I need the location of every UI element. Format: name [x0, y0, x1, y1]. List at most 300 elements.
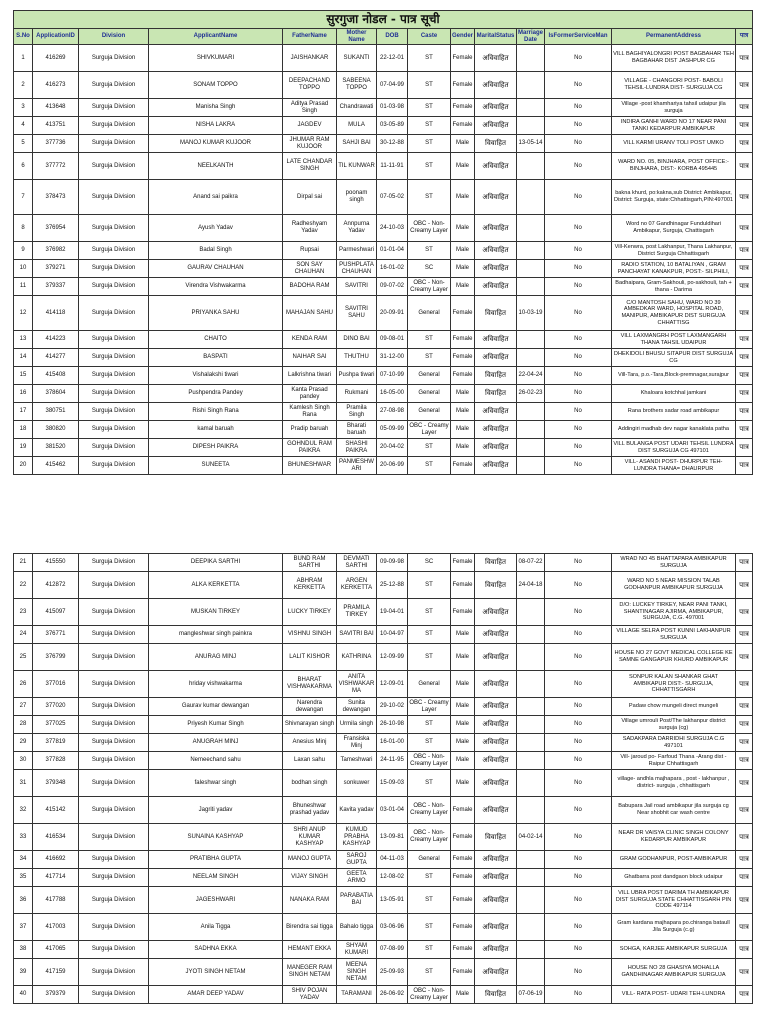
col-eligible-cell: पात्र	[736, 180, 753, 215]
col-former-serviceman-cell: No	[545, 554, 612, 572]
applicant-table-2	[13, 553, 753, 1004]
col-eligible-cell: पात्र	[736, 851, 753, 869]
col-dob-cell: 05-09-99	[377, 421, 408, 439]
col-former-serviceman-cell: No	[545, 716, 612, 734]
col-eligible-cell: पात्र	[736, 117, 753, 135]
col-marriage-date-cell	[517, 457, 545, 475]
col-eligible-cell: पात्र	[736, 698, 753, 716]
col-marital-status-cell: अविवाहित	[475, 99, 517, 117]
table-row	[14, 626, 753, 644]
col-sno-cell: 30	[14, 752, 33, 770]
col-caste-cell: OBC - Non-Creamy Layer	[408, 986, 451, 1004]
col-marital-status-cell: विवाहित	[475, 554, 517, 572]
col-caste-cell: ST	[408, 331, 451, 349]
col-gender-cell: Male	[451, 716, 475, 734]
col-marriage-date-cell	[517, 242, 545, 260]
col-applicant-name-cell: ANUGRAH MINJ	[149, 734, 283, 752]
col-permanent-address-cell: bakna khurd, po:kakna,sub District: Ambikapur, District: Surguja, state:Chhattisgarh,PIN:497001	[612, 180, 736, 215]
col-marital-status-cell: अविवाहित	[475, 698, 517, 716]
col-caste-cell: ST	[408, 959, 451, 986]
col-former-serviceman-cell: No	[545, 869, 612, 887]
col-mother-name-cell: PARABATIA BAI	[337, 887, 377, 914]
col-eligible-cell: पात्र	[736, 824, 753, 851]
col-gender-cell: Male	[451, 439, 475, 457]
col-eligible-cell: पात्र	[736, 278, 753, 296]
col-eligible-cell: पात्र	[736, 986, 753, 1004]
col-sno-cell: 12	[14, 296, 33, 331]
col-division-cell: Surguja Division	[79, 439, 149, 457]
col-eligible-cell: पात्र	[736, 887, 753, 914]
col-former-serviceman-cell: No	[545, 986, 612, 1004]
col-caste-cell: ST	[408, 153, 451, 180]
col-former-serviceman-cell: No	[545, 914, 612, 941]
col-mother-name-cell: THUTHU	[337, 349, 377, 367]
col-application-id-cell: 415408	[33, 367, 79, 385]
col-marriage-date-cell	[517, 403, 545, 421]
col-sno-cell: 23	[14, 599, 33, 626]
col-gender-cell: Male	[451, 734, 475, 752]
col-marriage-date-cell	[517, 887, 545, 914]
col-division-cell: Surguja Division	[79, 117, 149, 135]
col-application-id-cell: 414277	[33, 349, 79, 367]
col-father-name-cell: Bhuneshwar prashad yadav	[283, 797, 337, 824]
table-row	[14, 698, 753, 716]
col-permanent-address-cell: Badhaipara, Gram-Sakhouli, po-sakhouli, tah + thana - Darima	[612, 278, 736, 296]
col-marital-status-cell: अविवाहित	[475, 278, 517, 296]
col-mother-name-cell: Bharati baruah	[337, 421, 377, 439]
table-row	[14, 457, 753, 475]
col-applicant-name-cell: faleshwar singh	[149, 770, 283, 797]
col-sno-cell: 10	[14, 260, 33, 278]
col-father-name-cell: HEMANT EKKA	[283, 941, 337, 959]
col-marriage-date-cell	[517, 752, 545, 770]
col-former-serviceman-cell: No	[545, 752, 612, 770]
col-former-serviceman-cell: No	[545, 153, 612, 180]
col-caste-cell: ST	[408, 72, 451, 99]
table-row	[14, 770, 753, 797]
col-applicant-name-cell: MUSKAN TIRKEY	[149, 599, 283, 626]
col-eligible-cell: पात्र	[736, 367, 753, 385]
col-sno-cell: 31	[14, 770, 33, 797]
col-former-serviceman-cell: No	[545, 959, 612, 986]
col-marital-status-cell: अविवाहित	[475, 671, 517, 698]
col-permanent-address-cell: Rana brothers sadar road ambikapur	[612, 403, 736, 421]
col-division-cell: Surguja Division	[79, 421, 149, 439]
col-caste-cell: General	[408, 296, 451, 331]
col-marriage-date-cell	[517, 153, 545, 180]
col-sno-cell: 20	[14, 457, 33, 475]
col-sno-cell: 9	[14, 242, 33, 260]
col-applicant-name-cell: Manisha Singh	[149, 99, 283, 117]
col-dob-cell: 07-10-99	[377, 367, 408, 385]
table-row	[14, 260, 753, 278]
col-caste-cell: ST	[408, 626, 451, 644]
col-mother-name-cell: SABEENA TOPPO	[337, 72, 377, 99]
table-row	[14, 180, 753, 215]
col-applicant-name-cell: Priyesh Kumar Singh	[149, 716, 283, 734]
col-caste-cell: ST	[408, 914, 451, 941]
col-former-serviceman-cell: No	[545, 734, 612, 752]
table-row	[14, 45, 753, 72]
col-marital-status-cell: विवाहित	[475, 296, 517, 331]
col-division-cell: Surguja Division	[79, 403, 149, 421]
table-row	[14, 135, 753, 153]
col-marriage-date-cell	[517, 117, 545, 135]
col-application-id-cell: 417159	[33, 959, 79, 986]
col-dob-cell: 20-09-91	[377, 296, 408, 331]
col-application-id-cell: 413648	[33, 99, 79, 117]
col-former-serviceman-header: IsFormerServiceMan	[545, 29, 612, 45]
col-sno-cell: 22	[14, 572, 33, 599]
col-father-name-cell: Laxan sahu	[283, 752, 337, 770]
col-division-cell: Surguja Division	[79, 941, 149, 959]
col-sno-cell: 38	[14, 941, 33, 959]
col-gender-cell: Male	[451, 242, 475, 260]
col-sno-cell: 32	[14, 797, 33, 824]
col-gender-cell: Female	[451, 367, 475, 385]
col-dob-cell: 20-06-99	[377, 457, 408, 475]
table-row	[14, 797, 753, 824]
col-marriage-date-cell: 08-07-22	[517, 554, 545, 572]
col-sno-cell: 37	[14, 914, 33, 941]
col-caste-header: Caste	[408, 29, 451, 45]
col-sno-cell: 13	[14, 331, 33, 349]
col-eligible-cell: पात्र	[736, 215, 753, 242]
col-division-cell: Surguja Division	[79, 599, 149, 626]
col-permanent-address-cell: VILL UBRA POST DARIMA TH AMBIKAPUR DIST SURGUJA STATE CHHATTISGARH PIN CODE 497114	[612, 887, 736, 914]
col-permanent-address-cell: Vill- jaroud po- Farfoud Thana -Arang dist - Raipur Chhattisgarh	[612, 752, 736, 770]
col-application-id-cell: 415462	[33, 457, 79, 475]
col-father-name-cell: Kamlesh Singh Rana	[283, 403, 337, 421]
col-marital-status-cell: अविवाहित	[475, 439, 517, 457]
col-marriage-date-cell	[517, 260, 545, 278]
col-application-id-cell: 377772	[33, 153, 79, 180]
col-former-serviceman-cell: No	[545, 887, 612, 914]
col-marital-status-cell: अविवाहित	[475, 457, 517, 475]
col-dob-cell: 03-06-96	[377, 914, 408, 941]
col-marital-status-cell: विवाहित	[475, 572, 517, 599]
table-row	[14, 439, 753, 457]
col-division-cell: Surguja Division	[79, 554, 149, 572]
col-eligible-cell: पात्र	[736, 439, 753, 457]
col-father-name-cell: Anesius Minj	[283, 734, 337, 752]
col-application-id-cell: 417788	[33, 887, 79, 914]
col-gender-cell: Female	[451, 331, 475, 349]
col-mother-name-cell: SUKANTI	[337, 45, 377, 72]
col-division-cell: Surguja Division	[79, 959, 149, 986]
col-permanent-address-cell: SONPUR KALAN SHANKAR GHAT AMBIKAPUR DIST:- SURGUJA, CHHATTISGARH	[612, 671, 736, 698]
col-applicant-name-cell: Pushpendra Pandey	[149, 385, 283, 403]
col-dob-cell: 04-11-03	[377, 851, 408, 869]
col-eligible-cell: पात्र	[736, 421, 753, 439]
col-permanent-address-cell: GRAM GODHANPUR, POST-AMBIKAPUR	[612, 851, 736, 869]
col-marriage-date-cell	[517, 421, 545, 439]
col-applicant-name-cell: MANOJ KUMAR KUJOOR	[149, 135, 283, 153]
col-mother-name-cell: SAROJ GUPTA	[337, 851, 377, 869]
col-sno-cell: 4	[14, 117, 33, 135]
col-dob-cell: 26-06-92	[377, 986, 408, 1004]
col-permanent-address-cell: VILL KARMI URANV TOLI POST UMKO	[612, 135, 736, 153]
col-mother-name-cell: SAHJI BAI	[337, 135, 377, 153]
col-permanent-address-cell: D/O: LUCKEY TIRKEY, NEAR PANI TANKI, SHANTINAGAR AJIRMA, AMBIKAPUR, SURGUJA, C.G. 497001	[612, 599, 736, 626]
col-gender-cell: Female	[451, 99, 475, 117]
col-former-serviceman-cell: No	[545, 941, 612, 959]
col-gender-cell: Female	[451, 824, 475, 851]
col-marriage-date-cell	[517, 851, 545, 869]
col-dob-cell: 01-03-98	[377, 99, 408, 117]
col-father-name-cell: Radheshyam Yadav	[283, 215, 337, 242]
col-father-name-cell: MAHAJAN SAHU	[283, 296, 337, 331]
col-eligible-cell: पात्र	[736, 959, 753, 986]
col-marriage-date-cell	[517, 626, 545, 644]
col-division-cell: Surguja Division	[79, 135, 149, 153]
col-application-id-cell: 376982	[33, 242, 79, 260]
col-dob-cell: 12-08-02	[377, 869, 408, 887]
col-gender-cell: Male	[451, 278, 475, 296]
col-mother-name-cell: ANITA VISHWAKARMA	[337, 671, 377, 698]
table-row	[14, 403, 753, 421]
col-application-id-cell: 415097	[33, 599, 79, 626]
col-permanent-address-cell: VILL BAGHIYALONGRI POST BAGBAHAR TEH BAGBAHAR DIST JASHPUR CG	[612, 45, 736, 72]
col-marriage-date-cell: 26-02-23	[517, 385, 545, 403]
col-mother-name-cell: SAVITRI	[337, 278, 377, 296]
col-caste-cell: General	[408, 403, 451, 421]
col-dob-cell: 07-04-99	[377, 72, 408, 99]
col-marital-status-cell: अविवाहित	[475, 180, 517, 215]
table-row	[14, 296, 753, 331]
col-sno-cell: 16	[14, 385, 33, 403]
col-caste-cell: OBC - Non-Creamy Layer	[408, 752, 451, 770]
col-sno-cell: 26	[14, 671, 33, 698]
col-sno-cell: 11	[14, 278, 33, 296]
col-former-serviceman-cell: No	[545, 626, 612, 644]
col-division-cell: Surguja Division	[79, 797, 149, 824]
col-application-id-cell: 416692	[33, 851, 79, 869]
col-dob-cell: 07-08-99	[377, 941, 408, 959]
col-sno-cell: 14	[14, 349, 33, 367]
col-marital-status-cell: अविवाहित	[475, 349, 517, 367]
col-sno-cell: 21	[14, 554, 33, 572]
col-division-cell: Surguja Division	[79, 869, 149, 887]
col-permanent-address-cell: Babupara Jail road ambikapur jila surguja cg Near shobhit car wash centre	[612, 797, 736, 824]
col-caste-cell: ST	[408, 242, 451, 260]
col-former-serviceman-cell: No	[545, 296, 612, 331]
col-marital-status-cell: अविवाहित	[475, 403, 517, 421]
col-applicant-name-cell: SUNAINA KASHYAP	[149, 824, 283, 851]
col-permanent-address-cell: SADAKPARA DARRIDHI SURGUJA C.G 497101	[612, 734, 736, 752]
col-former-serviceman-cell: No	[545, 851, 612, 869]
col-marriage-date-cell	[517, 180, 545, 215]
col-marriage-date-cell: 13-05-14	[517, 135, 545, 153]
col-applicant-name-cell: Jagriti yadav	[149, 797, 283, 824]
col-applicant-name-cell: hriday vishwakarma	[149, 671, 283, 698]
col-dob-cell: 12-09-99	[377, 644, 408, 671]
col-applicant-name-cell: JYOTI SINGH NETAM	[149, 959, 283, 986]
col-permanent-address-cell: DHEKIDOLI BHUSU SITAPUR DIST SURGUJA CG	[612, 349, 736, 367]
col-sno-cell: 1	[14, 45, 33, 72]
col-father-name-cell: MANEGER RAM SINGH NETAM	[283, 959, 337, 986]
col-caste-cell: ST	[408, 117, 451, 135]
col-marriage-date-cell: 24-04-18	[517, 572, 545, 599]
col-applicant-name-cell: Anila Tigga	[149, 914, 283, 941]
col-marriage-date-cell	[517, 72, 545, 99]
col-application-id-cell: 412872	[33, 572, 79, 599]
col-application-id-cell: 416269	[33, 45, 79, 72]
col-division-cell: Surguja Division	[79, 752, 149, 770]
col-permanent-address-cell: Village umrouli Post/The lakhanpur district surguja (cg)	[612, 716, 736, 734]
col-mother-name-cell: Kavita yadav	[337, 797, 377, 824]
col-applicant-name-cell: PRIYANKA SAHU	[149, 296, 283, 331]
col-eligible-cell: पात्र	[736, 72, 753, 99]
col-mother-name-cell: KATHRINA	[337, 644, 377, 671]
col-marital-status-cell: अविवाहित	[475, 752, 517, 770]
col-applicant-name-cell: CHAITO	[149, 331, 283, 349]
sheet-title: सुरगुजा नोडल - पात्र सूची	[14, 11, 753, 29]
col-dob-cell: 01-01-04	[377, 242, 408, 260]
col-permanent-address-cell: VILL BULANGA POST UDARI TEHSIL LUNDRA DIST SURGUJA CG 497101	[612, 439, 736, 457]
col-eligible-cell: पात्र	[736, 716, 753, 734]
col-marriage-date-cell	[517, 716, 545, 734]
applicant-table-1	[13, 10, 753, 475]
col-dob-cell: 25-12-88	[377, 572, 408, 599]
col-father-name-cell: NANAKA RAM	[283, 887, 337, 914]
col-application-id-cell: 416273	[33, 72, 79, 99]
col-father-name-cell: GOHNDUL RAM PAIKRA	[283, 439, 337, 457]
col-marital-status-cell: अविवाहित	[475, 153, 517, 180]
col-marriage-date-cell	[517, 671, 545, 698]
col-dob-cell: 24-10-03	[377, 215, 408, 242]
col-father-name-cell: Rupsai	[283, 242, 337, 260]
col-permanent-address-cell: village- andhla majhapara , post - lakhanpur , district- surguja , chhattisgarh	[612, 770, 736, 797]
col-former-serviceman-cell: No	[545, 599, 612, 626]
col-applicant-name-cell: Nemeechand sahu	[149, 752, 283, 770]
table-row	[14, 367, 753, 385]
col-marital-status-cell: अविवाहित	[475, 331, 517, 349]
col-permanent-address-cell: HOUSE NO 27 GOVT MEDICAL COLLEGE KE SAMNE GANGAPUR KHURD AMBIKAPUR	[612, 644, 736, 671]
col-gender-cell: Female	[451, 554, 475, 572]
col-caste-cell: General	[408, 851, 451, 869]
col-former-serviceman-cell: No	[545, 439, 612, 457]
col-applicant-name-cell: Anand sai paikra	[149, 180, 283, 215]
col-dob-cell: 24-11-95	[377, 752, 408, 770]
col-eligible-cell: पात्र	[736, 626, 753, 644]
col-applicant-name-cell: ANURAG MINJ	[149, 644, 283, 671]
col-mother-name-cell: PUSHPLATA CHAUHAN	[337, 260, 377, 278]
col-mother-name-cell: Annpurna Yadav	[337, 215, 377, 242]
col-eligible-cell: पात्र	[736, 797, 753, 824]
col-division-cell: Surguja Division	[79, 851, 149, 869]
col-applicant-name-cell: BASPATI	[149, 349, 283, 367]
col-permanent-address-cell: C/O MANTOSH SAHU, WARD NO 39 AMBEDKAR WARD, HOSPITAL ROAD, MANIPUR, AMBIKAPUR DIST SURGUJA CHHATTISG	[612, 296, 736, 331]
col-former-serviceman-cell: No	[545, 367, 612, 385]
col-former-serviceman-cell: No	[545, 331, 612, 349]
col-dob-cell: 20-04-02	[377, 439, 408, 457]
col-division-cell: Surguja Division	[79, 671, 149, 698]
col-permanent-address-cell: Khaloara kotchhal jamkani	[612, 385, 736, 403]
col-permanent-address-cell: VILL- RATA POST- UDARI TEH-LUNDRA	[612, 986, 736, 1004]
col-caste-cell: General	[408, 367, 451, 385]
col-gender-cell: Female	[451, 117, 475, 135]
col-marital-status-cell: अविवाहित	[475, 914, 517, 941]
col-applicant-name-cell: NISHA LAKRA	[149, 117, 283, 135]
col-application-id-cell: 378604	[33, 385, 79, 403]
col-applicant-name-cell: AMAR DEEP YADAV	[149, 986, 283, 1004]
col-marital-status-cell: अविवाहित	[475, 626, 517, 644]
col-application-id-cell: 381520	[33, 439, 79, 457]
col-applicant-name-cell: Rishi Singh Rana	[149, 403, 283, 421]
col-marital-status-cell: विवाहित	[475, 986, 517, 1004]
col-gender-cell: Male	[451, 421, 475, 439]
col-applicant-name-cell: ALKA KERKETTA	[149, 572, 283, 599]
col-gender-cell: Male	[451, 180, 475, 215]
col-application-id-cell: 417003	[33, 914, 79, 941]
col-division-cell: Surguja Division	[79, 367, 149, 385]
col-former-serviceman-cell: No	[545, 403, 612, 421]
col-dob-cell: 13-09-81	[377, 824, 408, 851]
col-gender-cell: Female	[451, 572, 475, 599]
table-row	[14, 421, 753, 439]
col-caste-cell: OBC - Creamy Layer	[408, 698, 451, 716]
col-gender-cell: Male	[451, 770, 475, 797]
table-row	[14, 99, 753, 117]
col-marriage-date-cell	[517, 914, 545, 941]
col-former-serviceman-cell: No	[545, 797, 612, 824]
col-father-name-cell: Birendra sai tigga	[283, 914, 337, 941]
table-row	[14, 869, 753, 887]
col-mother-name-cell: poonam singh	[337, 180, 377, 215]
col-gender-cell: Female	[451, 851, 475, 869]
col-eligible-cell: पात्र	[736, 770, 753, 797]
col-permanent-address-cell: Gram kardana majhapara po.chiranga bataull Jila Surguja (c.g)	[612, 914, 736, 941]
col-marital-status-cell: अविवाहित	[475, 869, 517, 887]
col-sno-cell: 40	[14, 986, 33, 1004]
col-mother-name-cell: SHYAM KUMARI	[337, 941, 377, 959]
col-marital-status-cell: अविवाहित	[475, 887, 517, 914]
col-permanent-address-cell: VILLAGE - CHANGORI POST- BABOLI TEHSIL-LUNDRA DIST- SURGUJA CG	[612, 72, 736, 99]
col-father-name-cell: Dirpal sai	[283, 180, 337, 215]
table-row	[14, 72, 753, 99]
col-caste-cell: OBC - Non-Creamy Layer	[408, 824, 451, 851]
col-father-name-cell: Lalkrishna tiwari	[283, 367, 337, 385]
col-division-cell: Surguja Division	[79, 296, 149, 331]
col-dob-header: DOB	[377, 29, 408, 45]
col-gender-cell: Female	[451, 869, 475, 887]
col-applicant-name-cell: JAGESHWARI	[149, 887, 283, 914]
col-gender-cell: Male	[451, 671, 475, 698]
col-father-name-cell: BHARAT VISHWAKARMA	[283, 671, 337, 698]
table-row	[14, 734, 753, 752]
col-mother-name-cell: Fransiska Minj	[337, 734, 377, 752]
col-father-name-cell: ABHRAM KERKETTA	[283, 572, 337, 599]
col-caste-cell: OBC - Non-Creamy Layer	[408, 797, 451, 824]
table-row	[14, 851, 753, 869]
col-division-cell: Surguja Division	[79, 153, 149, 180]
table-row	[14, 331, 753, 349]
col-application-id-cell: 376771	[33, 626, 79, 644]
col-marital-status-cell: विवाहित	[475, 824, 517, 851]
col-eligible-cell: पात्र	[736, 242, 753, 260]
col-sno-header: S.No	[14, 29, 33, 45]
col-caste-cell: ST	[408, 716, 451, 734]
col-mother-name-cell: ARGEN KERKETTA	[337, 572, 377, 599]
col-eligible-cell: पात्र	[736, 752, 753, 770]
table-row	[14, 349, 753, 367]
col-dob-cell: 16-01-00	[377, 734, 408, 752]
col-permanent-address-cell: SOHGA, KARJEE AMBIKAPUR SURGUJA	[612, 941, 736, 959]
table-row	[14, 986, 753, 1004]
col-marital-status-cell: अविवाहित	[475, 644, 517, 671]
col-father-name-cell: BHUNESHWAR	[283, 457, 337, 475]
